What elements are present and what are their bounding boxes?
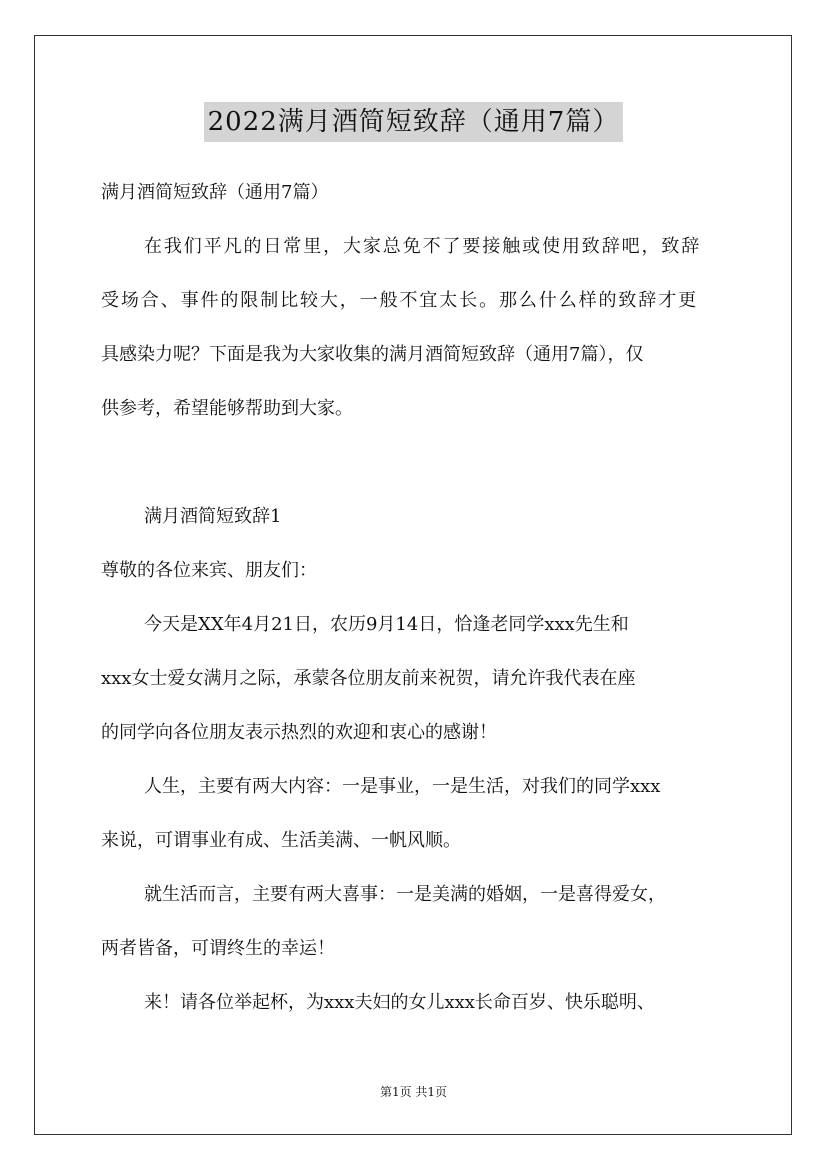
body-line-1: 今天是XX年4月21日，农历9月14日，恰逢老同学xxx先生和	[144, 614, 629, 635]
subtitle-line: 满月酒简短致辞（通用7篇）	[101, 182, 329, 203]
intro-line-4: 供参考，希望能够帮助到大家。	[101, 398, 353, 419]
body-line-2: xxx女士爱女满月之际，承蒙各位朋友前来祝贺，请允许我代表在座	[101, 668, 636, 689]
intro-line-1: 在我们平凡的日常里，大家总免不了要接触或使用致辞吧，致辞	[144, 236, 702, 257]
page-footer: 第1页 共1页	[379, 1085, 448, 1099]
intro-line-2: 受场合、事件的限制比较大，一般不宜太长。那么什么样的致辞才更	[101, 290, 698, 311]
body-line-3: 的同学向各位朋友表示热烈的欢迎和衷心的感谢！	[101, 722, 497, 743]
document-title-text: 2022满月酒简短致辞（通用7篇）	[204, 102, 624, 142]
body-line-6: 就生活而言，主要有两大喜事：一是美满的婚姻，一是喜得爱女，	[144, 884, 666, 905]
body-line-5: 来说，可谓事业有成、生活美满、一帆风顺。	[101, 830, 461, 851]
section-heading-1: 满月酒简短致辞1	[144, 506, 282, 527]
document-title	[0, 100, 827, 142]
body-line-7: 两者皆备，可谓终生的幸运！	[101, 938, 335, 959]
body-line-4: 人生，主要有两大内容：一是事业，一是生活，对我们的同学xxx	[144, 776, 661, 797]
body-line-8: 来！请各位举起杯，为xxx夫妇的女儿xxx长命百岁、快乐聪明、	[144, 992, 655, 1013]
intro-line-3: 具感染力呢？下面是我为大家收集的满月酒简短致辞（通用7篇），仅	[101, 344, 644, 365]
salutation-line: 尊敬的各位来宾、朋友们：	[101, 560, 317, 581]
